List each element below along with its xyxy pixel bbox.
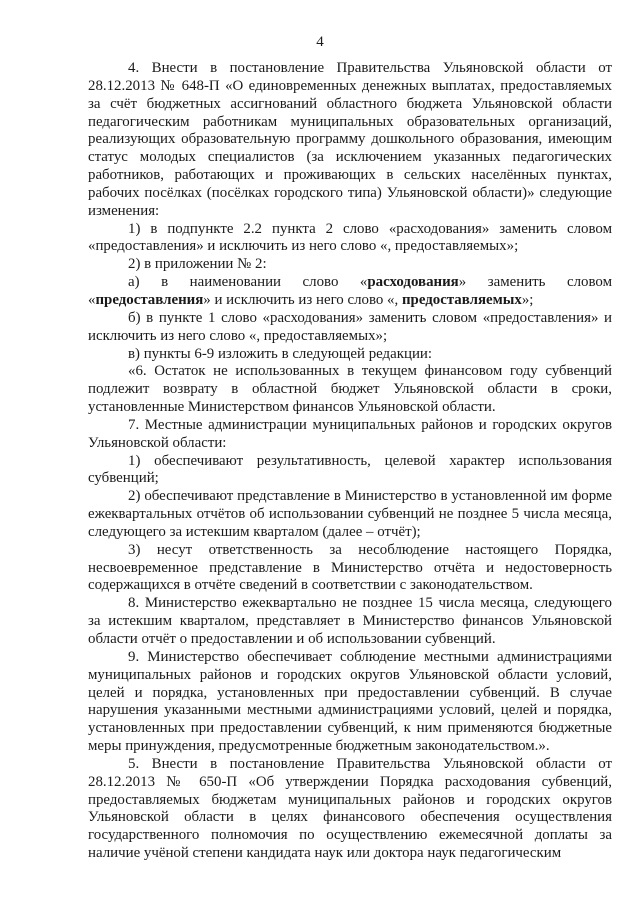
document-body xyxy=(88,60,612,863)
text-run: »; xyxy=(521,291,534,308)
paragraph-clause-7: 7. Местные администрации муниципальных районов и городских округов Ульяновской области: xyxy=(88,416,612,451)
paragraph-clause-7-1: 1) обеспечивают результативность, целевой характер использования субвенций; xyxy=(88,452,612,487)
text-run: » и исключить из него слово «, xyxy=(203,291,402,308)
page-number: 4 xyxy=(316,34,324,50)
paragraph-clause-7-2: 2) обеспечивают представление в Министерство в установленной им форме ежеквартальных отчётов об использовании субвенций не позднее 5 числа месяца, следующего за истекшим кварталом (далее – отчёт); xyxy=(88,488,612,540)
paragraph-subitem-1: 1) в подпункте 2.2 пункта 2 слово «расходования» заменить словом «предоставления» и исключить из него слово «, предоставляемых»; xyxy=(88,220,612,255)
paragraph-item-4: 4. Внести в постановление Правительства Ульяновской области от 28.12.2013 № 648-П «О единовременных денежных выплатах, предоставляемых за счёт бюджетных ассигнований областного бюджета Ульяновской области педагогическим работникам муниципальных образовательных организаций, реализующих образовательную программу дошкольного образования, имеющим статус молодых специалистов (за исключением указанных педагогических работников, работающих и проживающих в сельских населённых пунктах, рабочих посёлках (посёлках городского типа) Ульяновской области)» следующие изменения: xyxy=(88,60,612,219)
paragraph-subitem-v: в) пункты 6-9 изложить в следующей редакции: xyxy=(128,345,433,362)
paragraph-subitem-2: 2) в приложении № 2: xyxy=(128,256,267,273)
bold-run: предоставляемых xyxy=(401,291,522,308)
bold-run: расходования xyxy=(367,274,459,291)
paragraph-clause-9: 9. Министерство обеспечивает соблюдение местными администрациями муниципальных районов и городских округов Ульяновской области условий, целей и порядка, установленных при предоставлении субвенций. В случае нарушения указанными местными администрациями условий, целей и порядка, установленных при предоставлении субвенций, к ним применяются бюджетные меры принуждения, предусмотренные бюджетным законодательством.». xyxy=(88,648,612,755)
bold-run: предоставления xyxy=(95,291,204,308)
paragraph-subitem-a xyxy=(88,274,612,310)
paragraph-item-5: 5. Внести в постановление Правительства Ульяновской области от 28.12.2013 № 650-П «Об утверждении Порядка расходования субвенций, предоставляемых бюджетам муниципальных районов и городских округов Ульяновской области в целях финансового обеспечения осуществления государственного полномочия по осуществлению ежемесячной доплаты за наличие учёной степени кандидата наук или доктора наук педагогическим xyxy=(88,755,612,862)
paragraph-clause-6: «6. Остаток не использованных в текущем финансовом году субвенций подлежит возврату в областной бюджет Ульяновской области в сроки, установленные Министерством финансов Ульяновской области. xyxy=(88,363,612,416)
paragraph-clause-7-3: 3) несут ответственность за несоблюдение настоящего Порядка, несвоевременное представление в Министерство отчёта и недостоверность содержащихся в отчёте сведений в соответствии с законодательством. xyxy=(88,541,612,594)
text-run: » заменить словом « xyxy=(88,274,613,308)
text-run: а) в наименовании слово « xyxy=(128,274,368,291)
paragraph-clause-8: 8. Министерство ежеквартально не позднее 15 числа месяца, следующего за истекшим кварталом, представляет в Министерство финансов Ульяновской области отчёт о предоставлении и об использовании субвенций. xyxy=(88,595,612,647)
paragraph-subitem-b: б) в пункте 1 слово «расходования» заменить словом «предоставления» и исключить из него слово «, предоставляемых»; xyxy=(88,309,612,344)
